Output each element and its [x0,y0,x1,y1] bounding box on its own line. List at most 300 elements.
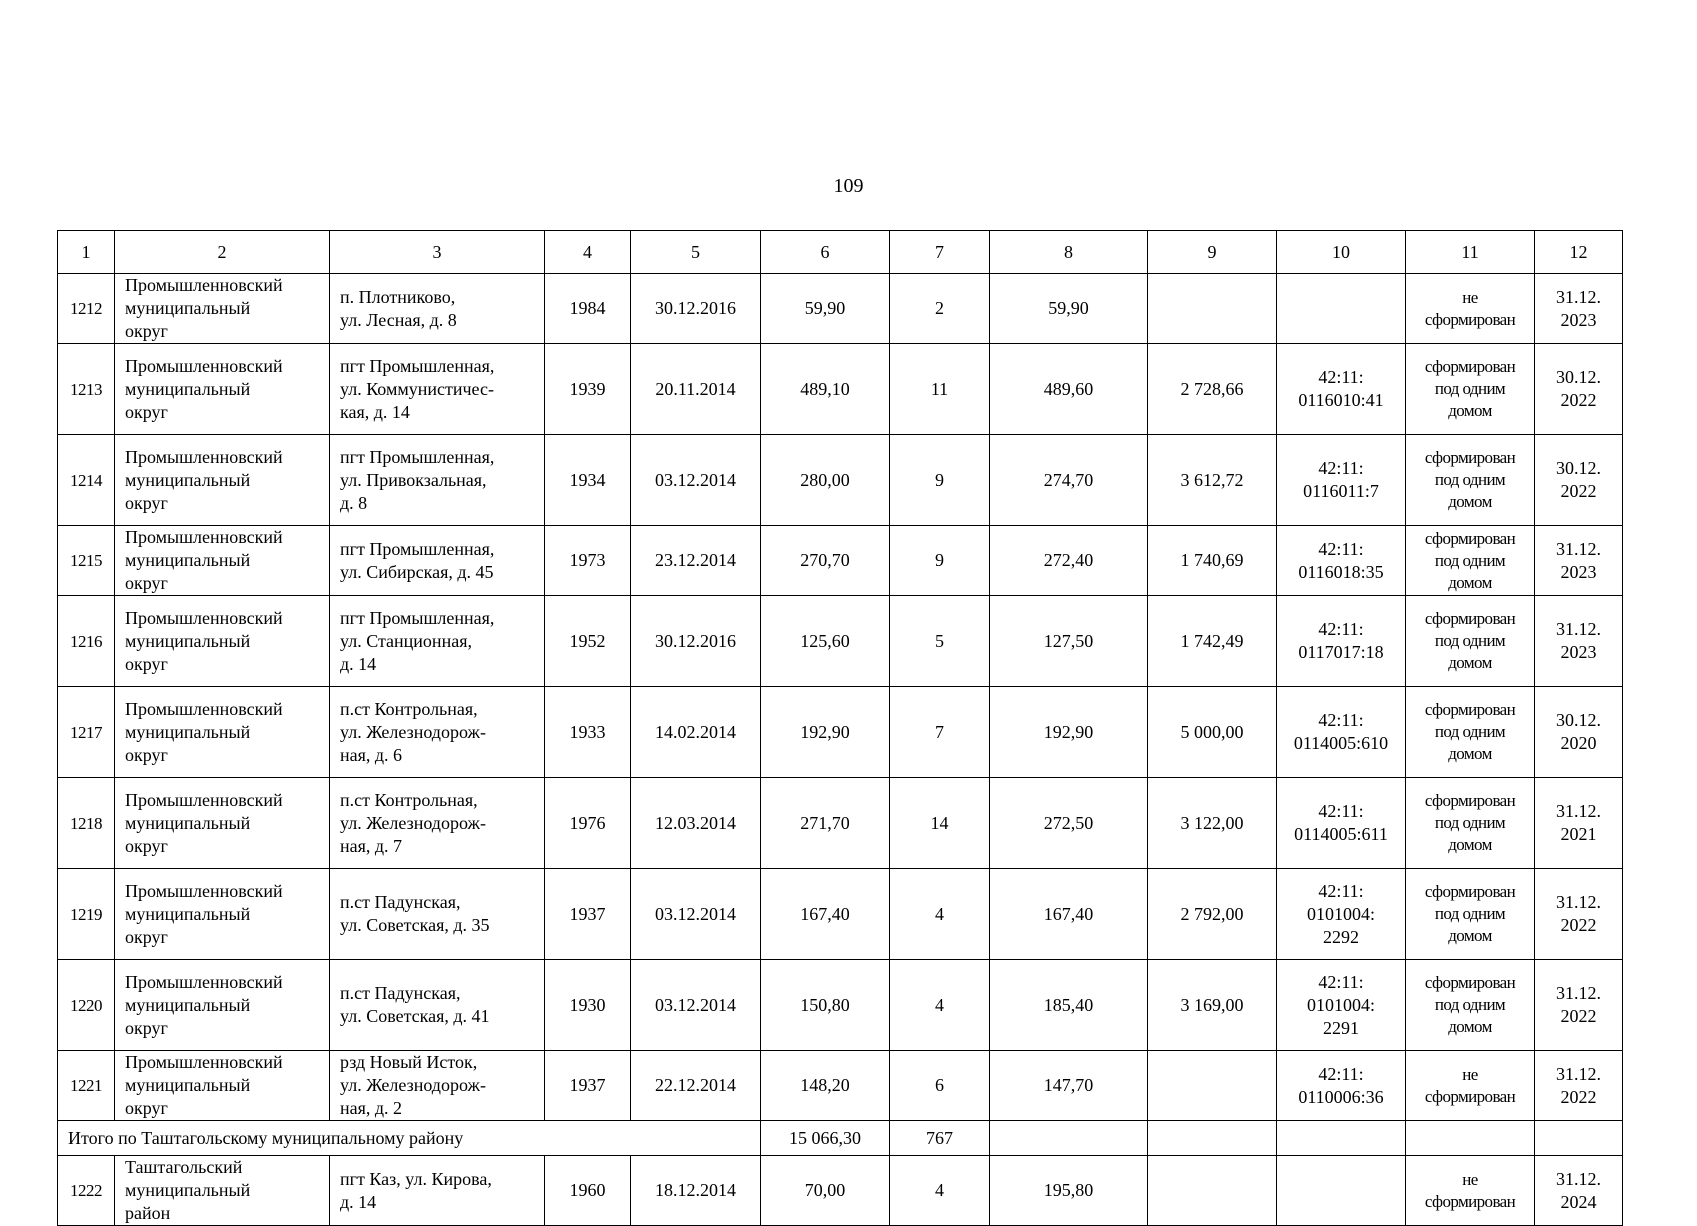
empty-cell [1277,1121,1406,1156]
year-cell-text: 1934 [569,469,606,490]
deadline-cell-text: 30.12. [1556,710,1601,730]
cadastral-number-cell-text: 2291 [1323,1017,1359,1038]
row-number-cell-text: 1215 [70,551,102,570]
col9-cell [1148,1156,1277,1226]
col9-cell [1148,687,1277,778]
row-number-cell [58,344,115,435]
total-label-cell-text: Итого по Таштагольскому муниципальному району [68,1127,464,1148]
cadastral-number-cell [1277,1051,1406,1121]
col6-cell-text: 280,00 [800,469,850,490]
address-cell [330,687,545,778]
deadline-cell-text: 2022 [1560,915,1597,935]
address-cell-text: пгт Промышленная, [340,538,495,559]
address-cell [330,596,545,687]
address-cell-text: кая, д. 14 [340,401,410,422]
col7-cell [890,596,990,687]
cadastral-number-cell-text: 0117017:18 [1298,642,1384,662]
col8-cell-text: 167,40 [1043,903,1094,924]
deadline-cell-text: 31.12. [1556,1168,1601,1189]
table-row [58,778,1623,869]
col6-cell-text: 150,80 [800,994,850,1015]
deadline-cell-text: 31.12. [1556,983,1601,1003]
cadastral-number-cell-text: 42:11: [1318,538,1364,559]
row-number-cell-text: 1219 [70,904,102,924]
address-cell-text: ул. Привокзальная, [340,469,487,490]
year-cell [545,778,631,869]
address-cell-text: ул. Железнодорож- [340,721,486,742]
municipality-cell [115,344,330,435]
cadastral-number-cell-text: 42:11: [1318,367,1364,387]
year-cell [545,1156,631,1226]
address-cell-text: ная, д. 2 [340,1098,403,1118]
municipality-cell-text: муниципальный [125,721,251,742]
cadastral-number-cell-text: 0116010:41 [1298,390,1384,410]
address-cell-text: ул. Сибирская, д. 45 [340,561,494,582]
land-status-cell-text: сформирован [1424,309,1516,329]
cadastral-number-cell-text: 0114005:610 [1293,733,1389,753]
col8-cell [990,274,1148,344]
row-number-cell [58,526,115,596]
land-status-cell-text: домом [1448,1017,1492,1036]
year-cell [545,435,631,526]
address-cell-text: пгт Промышленная, [340,607,495,628]
col7-cell-text: 5 [935,630,944,651]
year-cell-text: 1939 [569,378,606,399]
col9-cell-text: 3 612,72 [1180,469,1244,490]
col8-cell-text: 185,40 [1043,994,1094,1015]
deadline-cell-text: 2024 [1560,1191,1597,1212]
deadline-cell-text: 30.12. [1556,458,1601,478]
col6-cell-text: 167,40 [800,903,850,924]
year-cell [545,687,631,778]
col6-cell [761,869,890,960]
date-cell-text: 12.03.2014 [655,812,736,833]
deadline-cell-text: 2022 [1560,1086,1597,1107]
deadline-cell [1535,960,1623,1051]
land-status-cell-text: сформирован [1424,700,1516,719]
deadline-cell-text: 31.12. [1556,801,1601,821]
deadline-cell [1535,526,1623,596]
municipality-cell-text: муниципальный [125,812,251,833]
cadastral-number-cell-text: 0114005:611 [1294,824,1388,844]
col9-cell-text: 1 742,49 [1180,630,1244,651]
col8-cell-text: 272,40 [1043,550,1094,570]
table-row [58,1156,1623,1226]
col9-cell-text: 5 000,00 [1180,721,1244,742]
year-cell-text: 1937 [569,903,606,924]
year-cell [545,869,631,960]
municipality-cell-text: муниципальный [125,550,251,570]
deadline-cell-text: 2023 [1560,642,1597,662]
table-row [58,960,1623,1051]
row-number-cell-text: 1212 [70,299,102,318]
row-number-cell-text: 1218 [70,813,102,833]
municipality-cell-text: Промышленновский [125,971,283,992]
header-cell: 8 [990,231,1148,274]
land-status-cell-text: сформирован [1424,791,1516,810]
municipality-cell-text: муниципальный [125,903,251,924]
total-label-cell [58,1121,761,1156]
col6-cell [761,344,890,435]
municipality-cell-text: Промышленновский [125,698,283,719]
municipality-cell-text: Промышленновский [125,789,283,810]
deadline-cell-text: 31.12. [1556,1063,1601,1084]
col7-cell [890,435,990,526]
land-status-cell [1406,960,1535,1051]
col8-cell [990,526,1148,596]
municipality-cell-text: округ [125,321,168,341]
col9-cell [1148,1051,1277,1121]
land-status-cell-text: не [1462,1169,1478,1189]
col7-cell [890,687,990,778]
cadastral-number-cell [1277,596,1406,687]
col7-cell [890,960,990,1051]
cadastral-number-cell [1277,435,1406,526]
address-cell-text: ная, д. 7 [340,835,403,856]
address-cell-text: пгт Каз, ул. Кирова, [340,1168,492,1189]
col6-cell-text: 270,70 [800,550,850,570]
municipality-cell-text: район [125,1203,171,1223]
deadline-cell [1535,274,1623,344]
table-row [58,344,1623,435]
address-cell-text: д. 14 [340,1191,377,1212]
col8-cell [990,1156,1148,1226]
address-cell [330,274,545,344]
cadastral-number-cell-text: 0101004: [1306,994,1375,1015]
col7-cell-text: 4 [935,994,944,1015]
municipality-cell-text: округ [125,744,168,765]
col6-cell [761,435,890,526]
col7-cell-text: 4 [935,1180,944,1200]
cadastral-number-cell-text: 42:11: [1318,880,1364,901]
municipality-cell-text: Таштагольский [125,1157,243,1177]
municipality-cell-text: округ [125,926,168,947]
land-status-cell-text: под одним [1434,550,1506,570]
col6-cell-text: 148,20 [800,1075,850,1095]
col9-cell-text: 2 728,66 [1180,378,1244,399]
row-number-cell [58,869,115,960]
cadastral-number-cell [1277,869,1406,960]
land-status-cell [1406,1156,1535,1226]
land-status-cell-text: сформирован [1424,528,1516,548]
cadastral-number-cell-text: 2292 [1323,926,1359,947]
empty-cell [1535,1121,1623,1156]
municipality-cell-text: муниципальный [125,1075,251,1095]
address-cell [330,869,545,960]
page-number: 109 [833,175,864,197]
table-body [58,274,1623,1226]
address-cell [330,1156,545,1226]
land-status-cell-text: домом [1448,653,1492,672]
date-cell-text: 22.12.2014 [655,1075,736,1095]
cadastral-number-cell-text: 42:11: [1318,971,1364,992]
col9-cell [1148,960,1277,1051]
municipality-cell-text: Промышленновский [125,1052,283,1072]
deadline-cell-text: 30.12. [1556,367,1601,387]
cadastral-number-cell-text: 42:11: [1318,710,1364,730]
header-cell: 4 [545,231,631,274]
col9-cell-text: 1 740,69 [1180,550,1244,570]
municipality-cell [115,1051,330,1121]
col6-cell [761,1156,890,1226]
table-row [58,274,1623,344]
col6-cell [761,687,890,778]
municipality-cell-text: Промышленновский [125,275,283,295]
land-status-cell-text: под одним [1434,722,1506,741]
col9-cell-text: 3 122,00 [1180,812,1244,833]
col7-cell-text: 9 [935,469,944,490]
municipality-cell [115,596,330,687]
year-cell-text: 1984 [569,298,606,318]
cadastral-number-cell [1277,778,1406,869]
deadline-cell [1535,869,1623,960]
municipality-cell-text: муниципальный [125,469,251,490]
date-cell [631,526,761,596]
land-status-cell-text: домом [1448,835,1492,854]
col8-cell [990,596,1148,687]
land-status-cell-text: под одним [1434,995,1506,1014]
col6-cell-text: 489,10 [800,378,850,399]
col9-cell-text: 2 792,00 [1180,903,1244,924]
address-cell [330,435,545,526]
col7-cell-text: 14 [930,812,949,833]
year-cell [545,526,631,596]
land-status-cell-text: под одним [1434,470,1506,489]
row-number-cell [58,687,115,778]
empty-cell [1406,1121,1535,1156]
col7-cell [890,274,990,344]
col8-cell [990,869,1148,960]
land-status-cell-text: сформирован [1424,1086,1516,1106]
address-cell-text: д. 8 [340,492,368,513]
year-cell-text: 1960 [569,1180,606,1200]
col6-cell-text: 192,90 [800,721,850,742]
address-cell-text: ул. Советская, д. 35 [340,915,490,935]
address-cell-text: п.ст Контрольная, [340,698,478,719]
year-cell-text: 1933 [569,721,606,742]
header-cell: 6 [761,231,890,274]
municipality-cell [115,960,330,1051]
year-cell [545,596,631,687]
year-cell [545,1051,631,1121]
cadastral-number-cell [1277,526,1406,596]
col9-cell-text: 3 169,00 [1180,994,1244,1015]
total-col6-cell [761,1121,890,1156]
address-cell-text: ул. Коммунистичес- [340,378,494,399]
col9-cell [1148,526,1277,596]
municipality-cell-text: округ [125,653,168,674]
municipality-cell-text: округ [125,492,168,513]
col9-cell [1148,435,1277,526]
deadline-cell [1535,344,1623,435]
header-cell: 1 [58,231,115,274]
date-cell-text: 14.02.2014 [655,721,736,742]
col8-cell [990,960,1148,1051]
table-row [58,596,1623,687]
date-cell [631,960,761,1051]
address-cell [330,344,545,435]
row-number-cell [58,435,115,526]
total-col7-cell [890,1121,990,1156]
address-cell [330,526,545,596]
header-cell: 3 [330,231,545,274]
cadastral-number-cell-text: 0110006:36 [1298,1086,1384,1107]
col9-cell [1148,344,1277,435]
deadline-cell-text: 31.12. [1556,286,1601,307]
cadastral-number-cell-text: 0101004: [1306,903,1375,924]
date-cell-text: 23.12.2014 [655,550,736,570]
deadline-cell [1535,687,1623,778]
date-cell-text: 03.12.2014 [655,994,736,1015]
year-cell-text: 1973 [569,550,606,570]
col9-cell [1148,869,1277,960]
cadastral-number-cell-text: 0116011:7 [1303,481,1379,501]
municipality-cell [115,526,330,596]
header-cell: 2 [115,231,330,274]
land-status-cell [1406,526,1535,596]
municipality-cell-text: округ [125,401,168,422]
deadline-cell-text: 31.12. [1556,619,1601,639]
municipality-cell-text: Промышленновский [125,607,283,628]
municipality-cell-text: муниципальный [125,994,251,1015]
row-number-cell-text: 1221 [70,1076,102,1095]
col6-cell [761,596,890,687]
municipality-cell [115,1156,330,1226]
deadline-cell-text: 2023 [1560,561,1597,582]
row-number-cell-text: 1214 [70,470,102,490]
address-cell-text: пгт Промышленная, [340,446,495,467]
col7-cell-text: 9 [935,550,944,570]
header-cell: 7 [890,231,990,274]
cadastral-number-cell [1277,344,1406,435]
municipality-cell [115,778,330,869]
land-status-cell [1406,1051,1535,1121]
housing-registry-table [57,230,1623,1226]
land-status-cell-text: сформирован [1424,448,1516,467]
col8-cell-text: 192,90 [1043,721,1094,742]
address-cell-text: ул. Железнодорож- [340,812,486,833]
municipality-cell-text: муниципальный [125,298,251,318]
row-number-cell-text: 1220 [70,995,102,1015]
municipality-cell [115,687,330,778]
land-status-cell-text: сформирован [1424,1191,1516,1211]
municipality-cell [115,435,330,526]
deadline-cell [1535,1156,1623,1226]
header-cell: 12 [1535,231,1623,274]
municipality-cell-text: муниципальный [125,1180,251,1200]
col6-cell-text: 59,90 [804,298,846,318]
col6-cell-text: 271,70 [800,812,850,833]
col7-cell-text: 11 [930,378,949,399]
land-status-cell-text: домом [1448,401,1492,420]
address-cell-text: ул. Лесная, д. 8 [340,309,457,330]
col9-cell [1148,274,1277,344]
deadline-cell [1535,596,1623,687]
municipality-cell-text: муниципальный [125,378,251,399]
col6-cell [761,960,890,1051]
col8-cell-text: 59,90 [1048,298,1089,318]
deadline-cell-text: 2021 [1560,824,1597,844]
cadastral-number-cell-text: 42:11: [1318,1063,1364,1084]
deadline-cell-text: 2023 [1560,309,1597,330]
address-cell-text: ул. Советская, д. 41 [340,1006,490,1026]
row-number-cell [58,960,115,1051]
land-status-cell-text: под одним [1434,813,1506,832]
row-number-cell-text: 1217 [70,722,102,742]
date-cell [631,274,761,344]
col8-cell-text: 127,50 [1043,630,1094,651]
table-row [58,1051,1623,1121]
col7-cell [890,778,990,869]
year-cell-text: 1976 [569,812,606,833]
empty-cell [990,1121,1148,1156]
col6-cell-text: 70,00 [804,1180,846,1200]
deadline-cell-text: 31.12. [1556,892,1601,912]
address-cell [330,960,545,1051]
land-status-cell [1406,435,1535,526]
land-status-cell-text: сформирован [1424,882,1516,901]
date-cell [631,1051,761,1121]
land-status-cell-text: под одним [1434,631,1506,650]
date-cell [631,869,761,960]
land-status-cell-text: домом [1448,572,1492,592]
col7-cell [890,1156,990,1226]
date-cell-text: 30.12.2016 [655,298,736,318]
col8-cell-text: 195,80 [1043,1180,1094,1200]
land-status-cell-text: сформирован [1424,357,1516,376]
deadline-cell-text: 31.12. [1556,538,1601,559]
row-number-cell-text: 1222 [70,1181,102,1200]
land-status-cell-text: не [1462,1064,1478,1084]
col7-cell-text: 7 [935,721,944,742]
land-status-cell [1406,596,1535,687]
row-number-cell [58,1156,115,1226]
deadline-cell-text: 2020 [1560,733,1597,753]
year-cell-text: 1952 [569,630,606,651]
header-cell: 11 [1406,231,1535,274]
date-cell-text: 18.12.2014 [655,1180,736,1200]
deadline-cell-text: 2022 [1560,481,1597,501]
address-cell-text: п.ст Падунская, [340,892,461,912]
year-cell [545,344,631,435]
year-cell-text: 1930 [569,994,606,1015]
date-cell-text: 30.12.2016 [655,630,736,651]
col6-cell [761,526,890,596]
municipality-cell [115,274,330,344]
col8-cell [990,687,1148,778]
year-cell-text: 1937 [569,1075,606,1095]
land-status-cell-text: домом [1448,926,1492,945]
land-status-cell-text: домом [1448,744,1492,763]
deadline-cell [1535,1051,1623,1121]
cadastral-number-cell [1277,274,1406,344]
col8-cell [990,778,1148,869]
land-status-cell [1406,274,1535,344]
address-cell-text: п.ст Падунская, [340,983,461,1003]
address-cell-text: ная, д. 6 [340,744,403,765]
land-status-cell-text: не [1462,287,1478,307]
date-cell-text: 03.12.2014 [655,469,736,490]
land-status-cell [1406,344,1535,435]
cadastral-number-cell-text: 0116018:35 [1298,561,1384,582]
total-col6-cell-text: 15 066,30 [789,1127,861,1148]
date-cell [631,778,761,869]
column-number-header [58,231,1623,274]
municipality-cell-text: Промышленновский [125,355,283,376]
header-cell: 9 [1148,231,1277,274]
address-cell-text: рзд Новый Исток, [340,1052,478,1072]
row-number-cell [58,274,115,344]
